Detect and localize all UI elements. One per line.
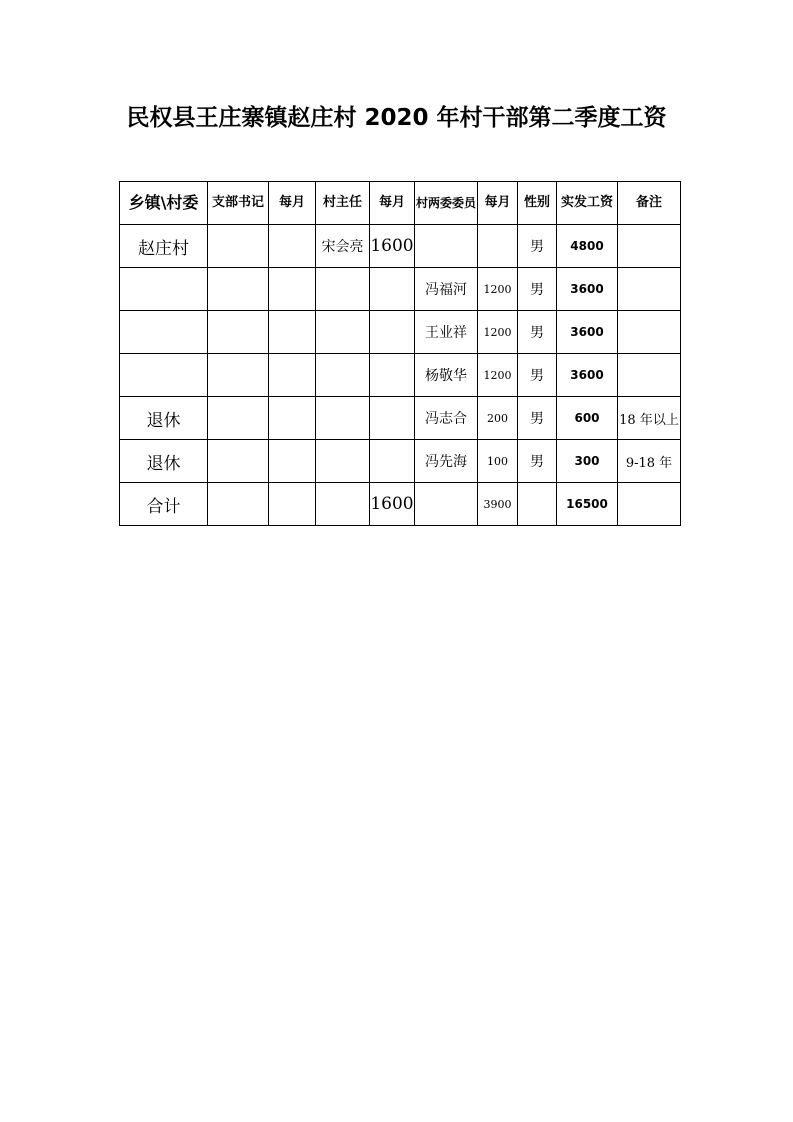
cell-village [120,268,208,311]
cell-monthly [269,440,316,483]
cell-monthly [478,225,518,268]
cell-committee-member: 杨敬华 [415,354,478,397]
cell-monthly: 1600 [370,225,415,268]
cell-party-secretary [208,483,269,526]
cell-total-label: 合计 [120,483,208,526]
table-row [120,311,681,354]
cell-monthly [269,225,316,268]
cell-monthly [269,354,316,397]
cell-monthly [269,268,316,311]
cell-monthly [269,483,316,526]
cell-committee-member [415,225,478,268]
header-cell-gender: 性别 [518,182,557,225]
header-cell-committee-member: 村两委委员 [415,182,478,225]
cell-monthly: 1200 [478,311,518,354]
cell-party-secretary [208,440,269,483]
header-cell-monthly: 每月 [370,182,415,225]
table-total-row [120,483,681,526]
cell-monthly [269,311,316,354]
cell-committee-member: 冯福河 [415,268,478,311]
cell-committee-member: 冯志合 [415,397,478,440]
table-row [120,440,681,483]
cell-village-head [316,397,370,440]
cell-total-actual-salary: 16500 [557,483,618,526]
table-row [120,268,681,311]
cell-village-head [316,268,370,311]
cell-committee-member: 王业祥 [415,311,478,354]
cell-monthly: 1200 [478,268,518,311]
header-cell-monthly: 每月 [478,182,518,225]
cell-gender: 男 [518,397,557,440]
header-cell-remarks: 备注 [618,182,681,225]
cell-committee-member [415,483,478,526]
cell-committee-member: 冯先海 [415,440,478,483]
cell-monthly [370,311,415,354]
header-cell-actual-salary: 实发工资 [557,182,618,225]
table-header-row [120,182,681,225]
cell-village-head [316,440,370,483]
cell-actual-salary: 3600 [557,268,618,311]
cell-remarks [618,268,681,311]
cell-remarks [618,483,681,526]
cell-actual-salary: 600 [557,397,618,440]
header-cell-village-head: 村主任 [316,182,370,225]
cell-monthly: 1200 [478,354,518,397]
cell-village-head [316,354,370,397]
cell-remarks [618,225,681,268]
table-row [120,397,681,440]
cell-total-member-monthly: 3900 [478,483,518,526]
salary-table [119,181,681,526]
cell-actual-salary: 4800 [557,225,618,268]
cell-village-head: 宋会亮 [316,225,370,268]
header-cell-monthly: 每月 [269,182,316,225]
table-row [120,354,681,397]
cell-village [120,311,208,354]
cell-monthly [269,397,316,440]
cell-actual-salary: 3600 [557,354,618,397]
document-title: 民权县王庄寨镇赵庄村 2020 年村干部第二季度工资 [126,105,667,131]
cell-monthly [370,397,415,440]
table-row [120,225,681,268]
cell-village: 退休 [120,440,208,483]
cell-party-secretary [208,225,269,268]
header-cell-town-village: 乡镇\村委 [120,182,208,225]
cell-monthly [370,354,415,397]
cell-monthly: 100 [478,440,518,483]
cell-actual-salary: 3600 [557,311,618,354]
header-cell-party-secretary: 支部书记 [208,182,269,225]
cell-village: 赵庄村 [120,225,208,268]
cell-gender: 男 [518,268,557,311]
cell-monthly [370,268,415,311]
cell-village-head [316,483,370,526]
cell-total-head-monthly: 1600 [370,483,415,526]
cell-party-secretary [208,354,269,397]
cell-village-head [316,311,370,354]
cell-village [120,354,208,397]
cell-remarks: 18 年以上 [618,397,681,440]
cell-party-secretary [208,311,269,354]
cell-monthly [370,440,415,483]
cell-gender [518,483,557,526]
cell-party-secretary [208,268,269,311]
cell-remarks [618,354,681,397]
cell-monthly: 200 [478,397,518,440]
cell-actual-salary: 300 [557,440,618,483]
cell-gender: 男 [518,311,557,354]
cell-gender: 男 [518,225,557,268]
cell-party-secretary [208,397,269,440]
cell-remarks: 9-18 年 [618,440,681,483]
cell-remarks [618,311,681,354]
cell-gender: 男 [518,354,557,397]
cell-village: 退休 [120,397,208,440]
cell-gender: 男 [518,440,557,483]
